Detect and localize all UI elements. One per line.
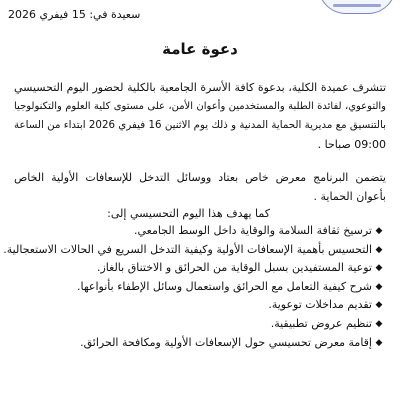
objectives-list bbox=[3, 222, 386, 352]
intro-line: بالتنسيق مع مديرية الحماية المدنية و ذلك يوم الاثنين 16 فيفري 2026 ابتداء من الساعة bbox=[14, 119, 386, 131]
intro-line: 09:00 صباحا . bbox=[317, 138, 386, 151]
objective-text: توعية المستفيدين بسبل الوقاية من الحرائق و الاختناق بالغاز. bbox=[96, 261, 372, 275]
program-line: بأعوان الحماية . bbox=[313, 190, 386, 203]
list-item bbox=[14, 222, 386, 241]
document-title: دعوة عامة bbox=[162, 40, 238, 58]
list-item bbox=[3, 241, 386, 260]
objective-text: إقامة معرض تحسيسي حول الإسعافات الأولية ومكافحة الحرائق. bbox=[80, 335, 372, 349]
objective-text: ترسيخ ثقافة السلامة والوقاية داخل الوسط الجامعي. bbox=[134, 224, 372, 237]
list-item bbox=[14, 296, 386, 315]
diamond-bullet-icon: ◆ bbox=[375, 300, 383, 311]
program-line: يتضمن البرنامج معرض خاص بعتاد ووسائل التدخل للإسعافات الأولية الخاص bbox=[14, 171, 386, 184]
list-item bbox=[14, 278, 386, 297]
objective-text: تنظيم عروض تطبيقية. bbox=[270, 316, 372, 330]
diamond-bullet-icon: ◆ bbox=[375, 337, 383, 348]
diamond-bullet-icon: ◆ bbox=[375, 226, 383, 236]
list-item bbox=[14, 259, 386, 278]
objectives-intro-text: كما يهدف هذا اليوم التحسيسي إلى: bbox=[107, 207, 270, 220]
list-item bbox=[14, 334, 386, 353]
intro-line: والتوعوي، لفائدة الطلبة والمستخدمين وأعوان الأمن، على مستوى كلية العلوم والتكنولوجيا bbox=[14, 101, 386, 112]
intro-paragraph bbox=[14, 78, 386, 154]
objective-text: تقديم مداخلات توعوية. bbox=[268, 298, 372, 312]
institution-logo bbox=[318, 0, 396, 14]
diamond-bullet-icon: ◆ bbox=[375, 318, 383, 329]
objective-text: شرح كيفية التعامل مع الحرائق واستعمال وسائل الإطفاء بأنواعها. bbox=[77, 279, 372, 293]
objective-text: التحسيس بأهمية الإسعافات الأولية وكيفية التدخل السريع في الحالات الاستعجالية. bbox=[3, 242, 372, 256]
diamond-bullet-icon: ◆ bbox=[375, 263, 383, 274]
intro-line: تتشرف عميدة الكلية، بدعوة كافة الأسرة الجامعية بالكلية لحضور اليوم التحسيسي bbox=[14, 81, 386, 94]
diamond-bullet-icon: ◆ bbox=[375, 281, 383, 292]
objectives-intro bbox=[14, 204, 270, 223]
diamond-bullet-icon: ◆ bbox=[375, 244, 383, 255]
list-item bbox=[14, 315, 386, 334]
date-line: سعيدة في: 15 فيفري 2026 bbox=[8, 8, 141, 21]
program-paragraph bbox=[14, 168, 386, 206]
